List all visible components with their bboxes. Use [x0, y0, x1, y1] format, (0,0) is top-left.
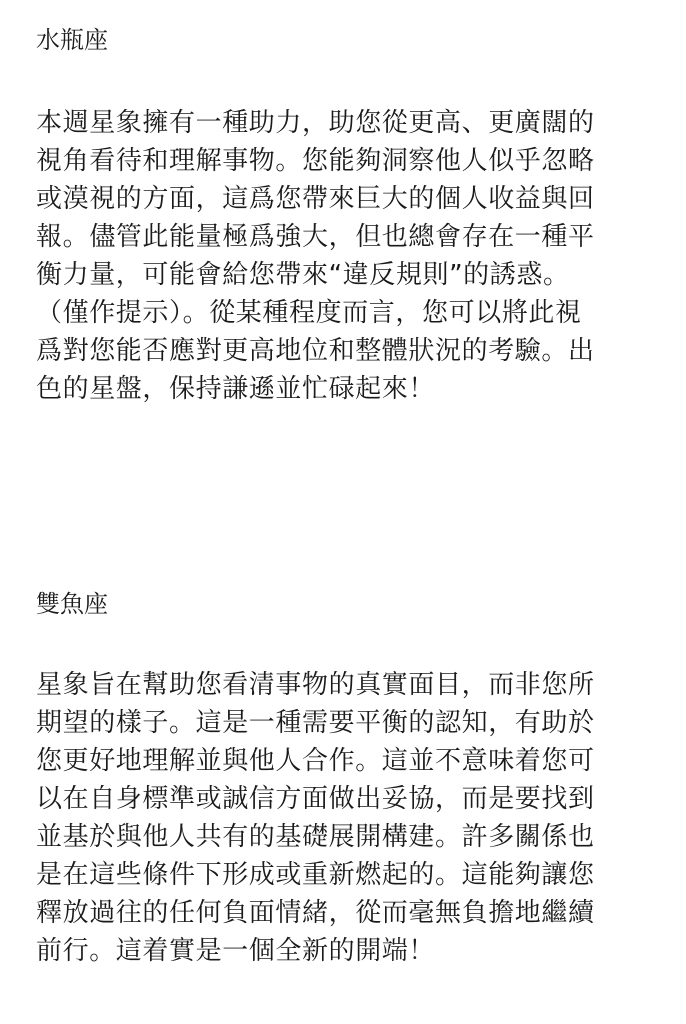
pisces-forecast-paragraph [36, 666, 656, 970]
paragraph-line: （僅作提示）。從某種程度而言，您可以將此視 [36, 298, 582, 328]
paragraph-line: 報。儘管此能量極爲強大，但也總會存在一種平 [36, 222, 595, 252]
aquarius-forecast-paragraph [36, 104, 656, 408]
paragraph-line: 以在自身標準或誠信方面做出妥協，而是要找到 [36, 784, 595, 814]
paragraph-line: 視角看待和理解事物。您能夠洞察他人似乎忽略 [36, 146, 595, 176]
paragraph-line: 並基於與他人共有的基礎展開構建。許多關係也 [36, 822, 595, 852]
pisces-title: 雙魚座 [36, 590, 108, 618]
paragraph-line: 釋放過往的任何負面情緒，從而毫無負擔地繼續 [36, 898, 595, 928]
aquarius-title: 水瓶座 [36, 26, 108, 54]
paragraph-line: 前行。這着實是一個全新的開端！ [36, 936, 436, 966]
paragraph-line: 本週星象擁有一種助力，助您從更高、更廣闊的 [36, 108, 595, 138]
paragraph-line: 您更好地理解並與他人合作。這並不意味着您可 [36, 746, 595, 776]
paragraph-line: 或漠視的方面，這爲您帶來巨大的個人收益與回 [36, 184, 595, 214]
paragraph-line: 衡力量，可能會給您帶來“違反規則”的誘惑。 [36, 260, 570, 290]
paragraph-line: 期望的樣子。這是一種需要平衡的認知，有助於 [36, 708, 595, 738]
paragraph-line: 是在這些條件下形成或重新燃起的。這能夠讓您 [36, 860, 595, 890]
paragraph-line: 色的星盤，保持謙遜並忙碌起來！ [36, 374, 436, 404]
paragraph-line: 星象旨在幫助您看清事物的真實面目，而非您所 [36, 670, 595, 700]
paragraph-line: 爲對您能否應對更高地位和整體狀況的考驗。出 [36, 336, 595, 366]
